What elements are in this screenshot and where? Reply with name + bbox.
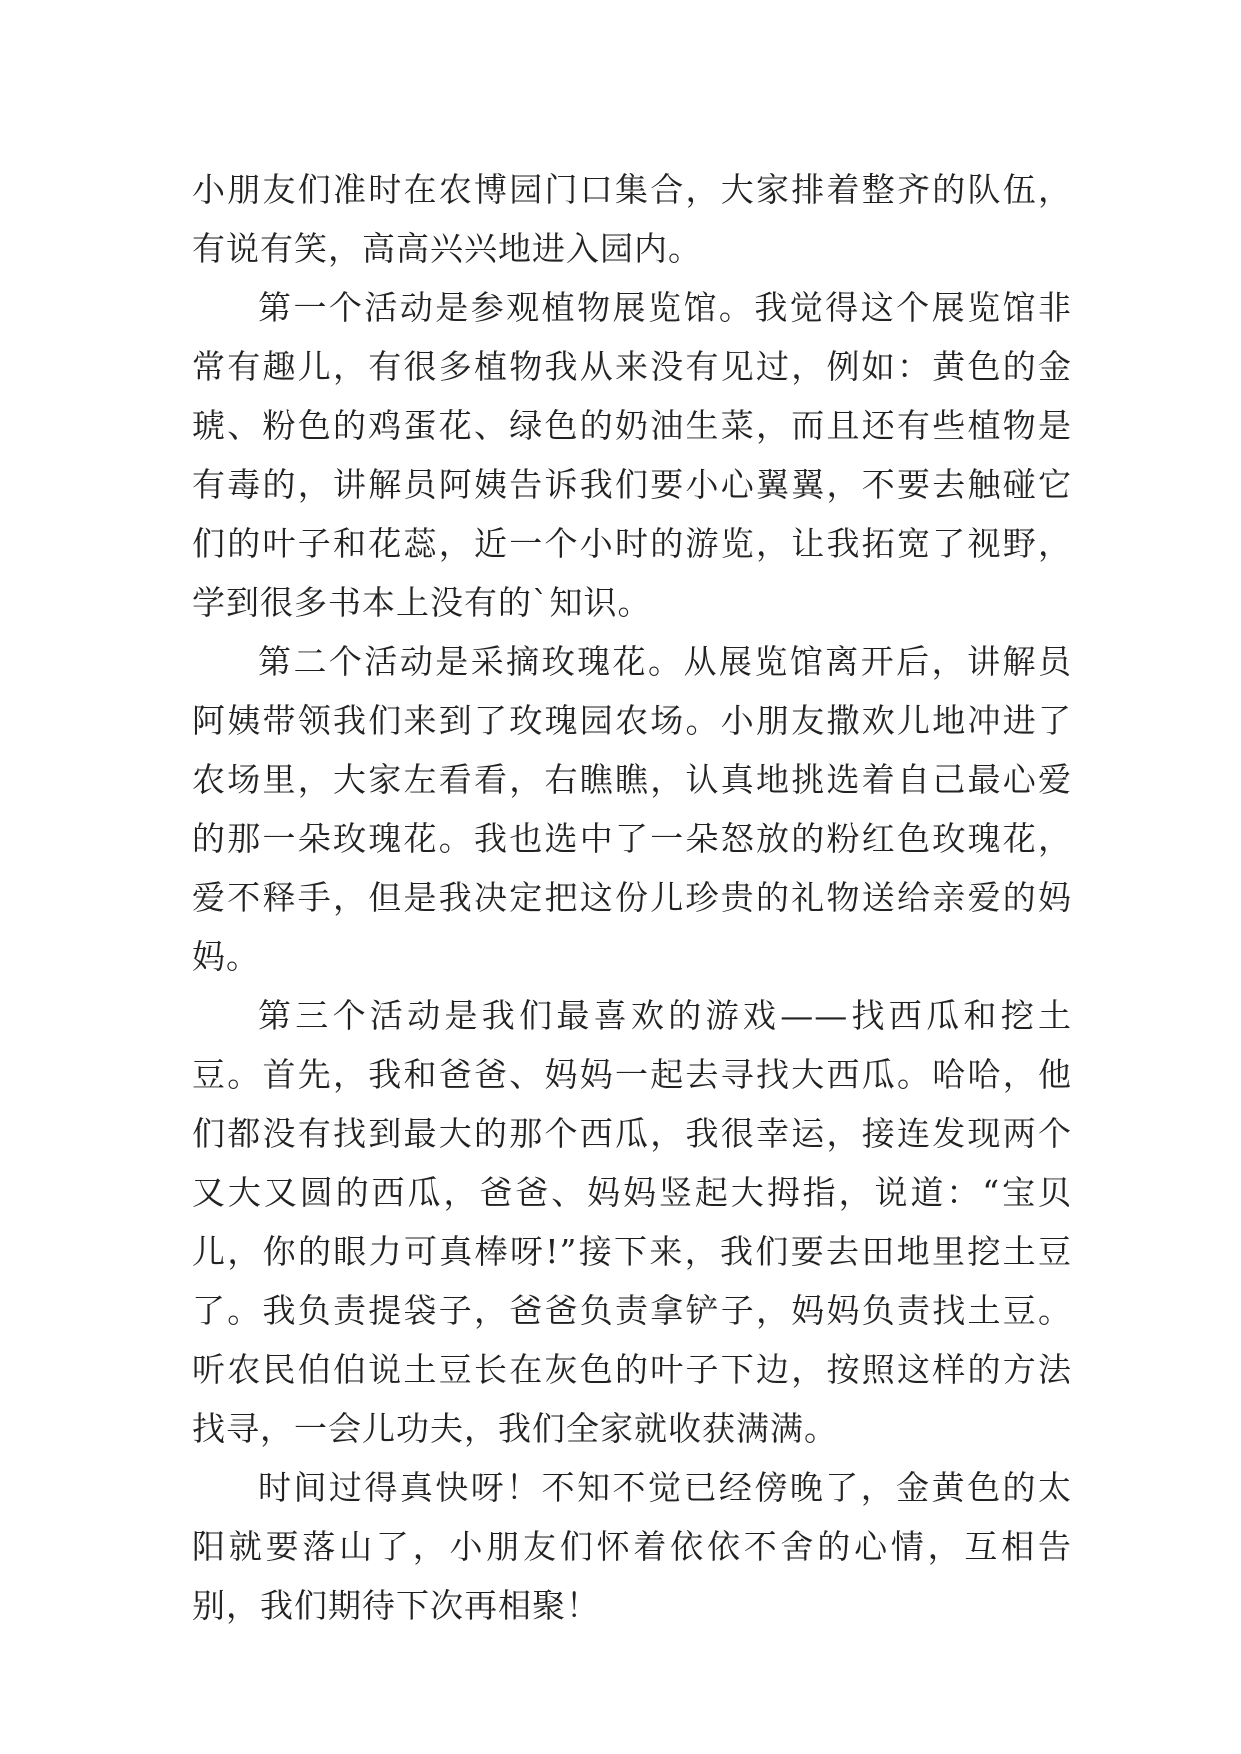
- paragraph-rose-picking: 第二个活动是采摘玫瑰花。从展览馆离开后，讲解员阿姨带领我们来到了玫瑰园农场。小朋友撒欢儿地冲进了农场里，大家左看看，右瞧瞧，认真地挑选着自己最心爱的那一朵玫瑰花。我也选中了一朵怒放的粉红色玫瑰花，爱不释手，但是我决定把这份儿珍贵的礼物送给亲爱的妈妈。: [192, 642, 1072, 976]
- paragraph-arrival: 小朋友们准时在农博园门口集合，大家排着整齐的队伍，有说有笑，高高兴兴地进入园内。: [192, 170, 1072, 268]
- paragraph-farewell: 时间过得真快呀！不知不觉已经傍晚了，金黄色的太阳就要落山了，小朋友们怀着依依不舍的心情，互相告别，我们期待下次再相聚！: [192, 1468, 1072, 1625]
- paragraph-plant-exhibition: 第一个活动是参观植物展览馆。我觉得这个展览馆非常有趣儿，有很多植物我从来没有见过，例如：黄色的金琥、粉色的鸡蛋花、绿色的奶油生菜，而且还有些植物是有毒的，讲解员阿姨告诉我们要小心翼翼，不要去触碰它们的叶子和花蕊，近一个小时的游览，让我拓宽了视野，学到很多书本上没有的`知识。: [192, 288, 1072, 622]
- document-body: [192, 160, 1072, 1635]
- paragraph-watermelon-potato-game: 第三个活动是我们最喜欢的游戏——找西瓜和挖土豆。首先，我和爸爸、妈妈一起去寻找大西瓜。哈哈，他们都没有找到最大的那个西瓜，我很幸运，接连发现两个又大又圆的西瓜，爸爸、妈妈竖起大拇指，说道：“宝贝儿，你的眼力可真棒呀!”接下来，我们要去田地里挖土豆了。我负责提袋子，爸爸负责拿铲子，妈妈负责找土豆。听农民伯伯说土豆长在灰色的叶子下边，按照这样的方法找寻，一会儿功夫，我们全家就收获满满。: [192, 996, 1072, 1448]
